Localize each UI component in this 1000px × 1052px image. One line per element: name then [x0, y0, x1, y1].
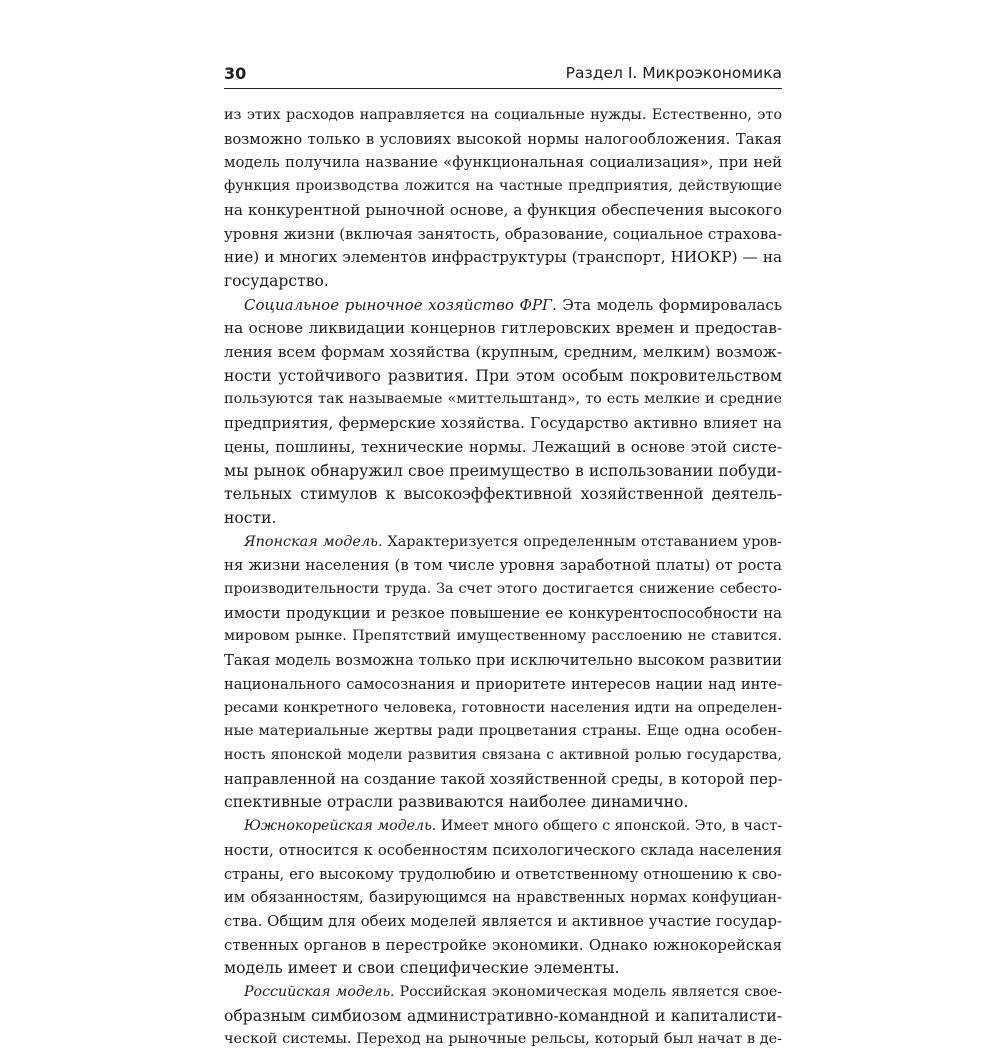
text-line: ности устойчивого развития. При этом особым покровительством	[224, 366, 782, 385]
text-line: страны, его высокому трудолюбию и ответственному отношению к сво-	[224, 865, 782, 883]
paragraph-japan	[224, 531, 782, 815]
text-line: ства. Общим для обеих моделей является и активное участие государ-	[224, 912, 782, 930]
text-line: направленной на создание такой хозяйственной среды, в которой пер-	[224, 770, 783, 788]
page-number: 30	[224, 64, 247, 83]
text-line: ня жизни населения (в том числе уровня заработной платы) от роста	[224, 556, 782, 575]
paragraph-title: Южнокорейская модель.	[244, 818, 437, 835]
paragraph-continuation	[224, 104, 782, 294]
running-header	[224, 62, 782, 89]
text-line: ности, относится к особенностям психологического склада населения	[224, 841, 782, 859]
text-line: мы рынок обнаружил свое преимущество в использовании побуди-	[224, 461, 782, 480]
text-line: модель получила название «функциональная социализация», при ней	[224, 154, 782, 172]
section-title: Раздел I. Микроэкономика	[565, 64, 782, 82]
text-line: ческой системы. Переход на рыночные рельсы, который был начат в де-	[224, 1031, 782, 1048]
text-line: ность японской модели развития связана с активной ролью государства,	[224, 746, 782, 763]
text-line-rest: Российская экономическая модель является свое-	[394, 984, 783, 1001]
text-line: из этих расходов направляется на социальные нужды. Естественно, это	[224, 107, 782, 123]
text-line: образным симбиозом административно-командной и капиталисти-	[224, 1006, 782, 1025]
text-line: модель имеет и свои специфические элементы.	[224, 959, 620, 978]
text-line: на конкурентной рыночной основе, а функция обеспечения высокого	[224, 200, 782, 219]
text-line: национального самосознания и приоритете интересов нации над инте-	[224, 675, 782, 693]
text-line: ние) и многих элементов инфраструктуры (транспорт, НИОКР) — на	[224, 248, 782, 267]
text-line: ные материальные жертвы ради процветания страны. Еще одна особен-	[224, 723, 782, 740]
text-line: Такая модель возможна только при исключительно высоком развитии	[224, 652, 782, 670]
paragraph-south-korea	[224, 815, 782, 981]
text-line: производительности труда. За счет этого достигается снижение себесто-	[224, 581, 782, 598]
text-line-first	[224, 531, 782, 555]
paragraph-title: Японская модель.	[244, 533, 383, 550]
body-text	[224, 104, 782, 1052]
text-line-rest: Эта модель формировалась	[556, 295, 782, 314]
text-line: тельных стимулов к высокоэффективной хозяйственной деятель-	[224, 485, 782, 504]
text-line: возможно только в условиях высокой нормы налогообложения. Такая	[224, 130, 782, 148]
text-line: мировом рынке. Препятствий имущественному расслоению не ставится.	[224, 628, 782, 645]
text-line: ственных органов в перестройке экономики. Однако южнокорейская	[224, 935, 782, 954]
text-line: пользуются так называемые «миттельштанд», то есть мелкие и средние	[224, 391, 782, 408]
text-line: предприятия, фермерские хозяйства. Государство активно влияет на	[224, 414, 782, 433]
text-line: ресами конкретного человека, готовности населения идти на определен-	[224, 699, 782, 716]
text-line: цены, пошлины, технические нормы. Лежащий в основе этой систе-	[224, 437, 782, 456]
text-line: на основе ликвидации концернов гитлеровских времен и предостав-	[224, 319, 782, 338]
paragraph-title: Российская модель.	[244, 984, 395, 1001]
text-line-rest: Имеет много общего с японской. Это, в част-	[436, 818, 782, 835]
paragraph-title: Социальное рыночное хозяйство ФРГ.	[244, 295, 557, 314]
text-line: государство.	[224, 271, 329, 290]
text-line: ления всем формам хозяйства (крупным, средним, мелким) возмож-	[224, 343, 782, 362]
paragraph-frg	[224, 294, 782, 531]
text-line: уровня жизни (включая занятость, образование, социальное страхова-	[224, 225, 783, 243]
paragraph-russia	[224, 981, 782, 1052]
text-line-rest: Характеризуется определенным отставанием уров-	[382, 533, 782, 550]
text-line: имости продукции и резкое повышение ее конкурентоспособности на	[224, 604, 782, 622]
text-line-first	[224, 815, 782, 839]
text-line-first	[224, 294, 782, 318]
text-line: им обязанностям, базирующимся на нравственных нормах конфуциан-	[224, 889, 782, 907]
text-line-first	[224, 981, 782, 1005]
text-line: функция производства ложится на частные предприятия, действующие	[224, 178, 782, 195]
text-line: ности.	[224, 508, 277, 527]
text-line: спективные отрасли развиваются наиболее динамично.	[224, 793, 689, 812]
